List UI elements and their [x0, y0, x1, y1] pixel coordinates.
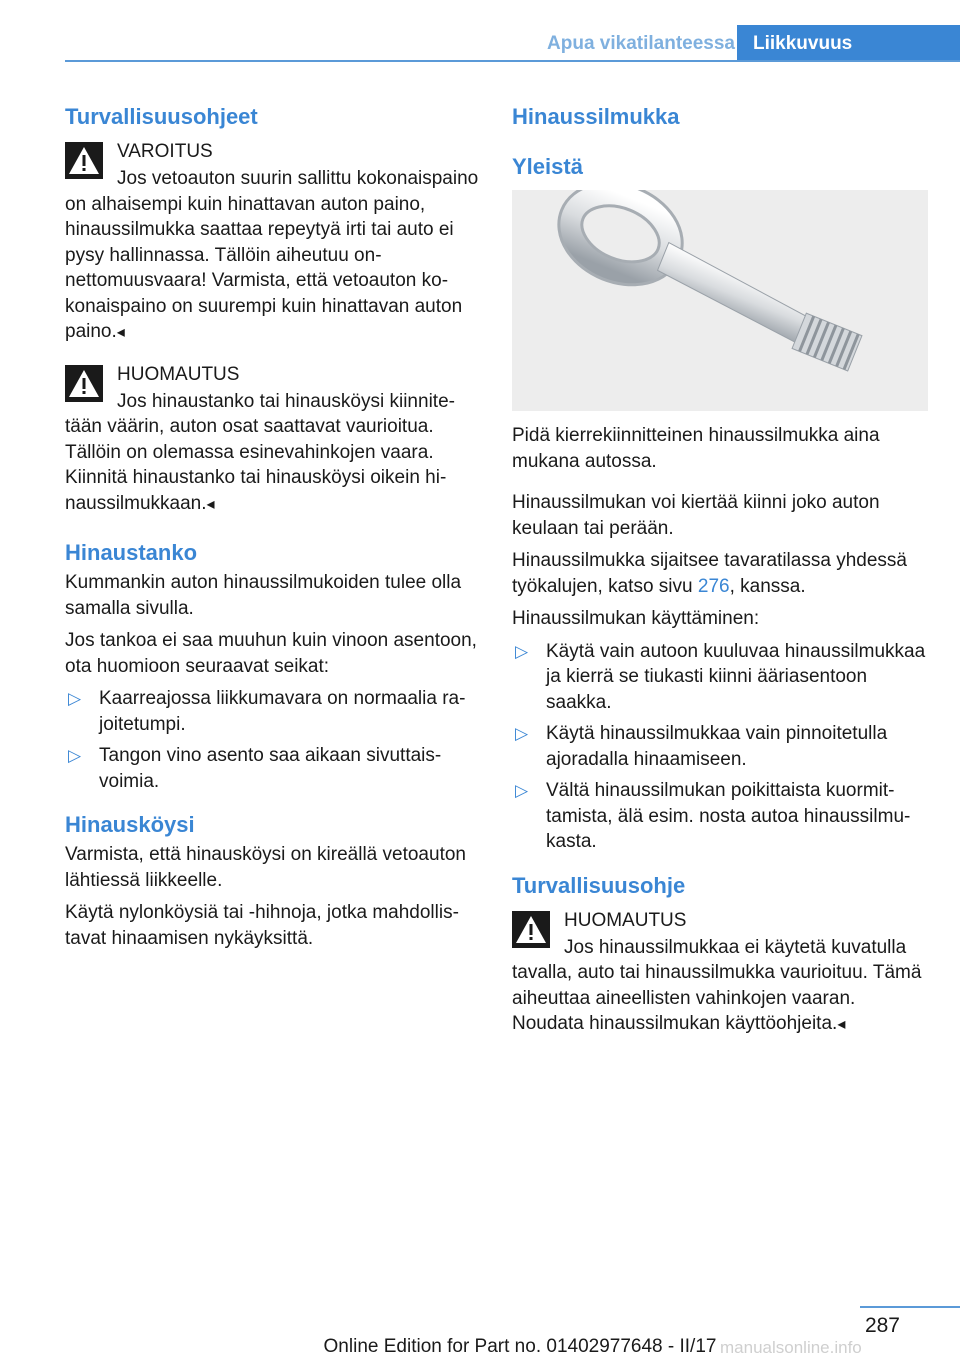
list-item-text: Tangon vino asento saa aikaan sivuttaisvoimia. — [99, 745, 442, 792]
usage-list — [512, 639, 928, 855]
list-item — [65, 743, 480, 794]
warning-text: Jos vetoauton suurin sallittu kokonaispaino on alhaisempi kuin hinattavan auton paino, hinaussilmukka saattaa repeytyä irti tai auto ei pysy hallinnassa. Tällöin aiheutuu onnettomuusvaara! Varmista, että vetoauton kokonaispaino on suurempi kuin hinattavan auton paino. — [65, 168, 479, 342]
notice-block — [512, 907, 928, 1037]
list-item-text: Kaarreajossa liikkumavara on normaalia rajoitetumpi. — [99, 688, 466, 735]
general-paragraph: Pidä kierrekiinnitteinen hinaussilmukka aina mukana autossa. — [512, 425, 880, 472]
notice-text: Jos hinaussilmukkaa ei käytetä kuvatulla tavalla, auto tai hinaussilmukka vaurioituu. Tämä aiheuttaa aineellisten vahinkojen vaaran. Noudata hinaussilmukan käyttöohjeita. — [512, 936, 922, 1034]
list-item-text: Vältä hinaussilmukan poikittaista kuormittamista, älä esim. nosta autoa hinaussilmukasta. — [546, 780, 911, 852]
bullet-arrow-icon: ▷ — [515, 724, 529, 743]
bullet-arrow-icon: ▷ — [68, 746, 82, 765]
warning-label: VAROITUS — [117, 141, 213, 162]
bullet-arrow-icon: ▷ — [515, 641, 529, 661]
tow-rope-paragraph: Käytä nylonköysiä tai -hihnoja, jotka mahdollistavat hinaamisen nykäyksittä. — [65, 902, 459, 949]
warning-icon — [512, 911, 550, 948]
safety-note-heading: Turvallisuusohje — [512, 872, 686, 898]
list-item — [512, 721, 928, 772]
location-text-end: , kanssa. — [729, 575, 806, 597]
tow-bar-paragraph: Jos tankoa ei saa muuhun kuin vinoon asentoon, ota huomioon seuraavat seikat: — [65, 630, 477, 677]
tow-bar-heading: Hinaustanko — [65, 540, 198, 565]
tow-rope-heading: Hinausköysi — [65, 812, 195, 837]
list-item — [65, 686, 480, 737]
list-item — [512, 639, 928, 716]
warning-icon — [65, 365, 103, 402]
list-item-text: Käytä hinaussilmukkaa vain pinnoitetulla ajoradalla hinaamiseen. — [546, 723, 888, 770]
bullet-arrow-icon: ▷ — [68, 689, 82, 708]
end-mark: ◂ — [206, 495, 215, 513]
warning-icon — [65, 142, 103, 179]
notice-text: Jos hinaustanko tai hinausköysi kiinnitetään väärin, auton osat saattavat vaurioitua. Tällöin on olemassa esinevahinkojen vaara. Kiinnitä hinaustanko tai hinausköysi oikein hinaussilmukkaan. — [65, 390, 455, 514]
list-item-text: Käytä vain autoon kuuluvaa hinaussilmukkaa ja kierrä se tiukasti kiinni ääriasentoon saakka. — [546, 640, 926, 713]
tow-rope-paragraph: Varmista, että hinausköysi on kireällä vetoauton lähtiessä liikkeelle. — [65, 844, 466, 891]
usage-intro: Hinaussilmukan käyttäminen: — [512, 608, 760, 629]
page-number: 287 — [864, 1314, 900, 1337]
end-mark: ◂ — [837, 1016, 846, 1033]
warning-block — [65, 138, 480, 345]
notice-label: HUOMAUTUS — [564, 909, 687, 931]
right-column — [512, 100, 928, 1051]
towing-eye-illustration — [512, 190, 928, 411]
header-chapter-tab: Liikkuvuus — [737, 25, 960, 62]
tow-bar-paragraph: Kummankin auton hinaussilmukoiden tulee olla samalla sivulla. — [65, 572, 462, 619]
footer-edition: Online Edition for Part no. 01402977648 - II/17 — [323, 1336, 717, 1357]
location-paragraph — [512, 548, 928, 599]
watermark: manualsonline.info — [720, 1338, 862, 1357]
safety-heading: Turvallisuusohjeet — [65, 104, 258, 129]
towing-eye-heading: Hinaussilmukka — [512, 104, 680, 129]
general-subheading: Yleistä — [512, 154, 583, 179]
notice-label: HUOMAUTUS — [117, 363, 240, 385]
tow-bar-list — [65, 686, 480, 794]
general-paragraph: Hinaussilmukan voi kiertää kiinni joko auton keulaan tai perään. — [512, 492, 880, 539]
notice-block — [65, 361, 480, 517]
header-section-title: Apua vikatilanteessa — [547, 33, 735, 54]
bullet-arrow-icon: ▷ — [515, 781, 529, 800]
end-mark: ◂ — [116, 324, 125, 341]
left-column — [65, 100, 480, 958]
location-text: Hinaussilmukka sijaitsee tavaratilassa yhdessä työkalujen, katso sivu — [512, 550, 907, 597]
page-link-276[interactable]: 276 — [697, 575, 730, 597]
page-number-rule — [860, 1306, 960, 1308]
list-item — [512, 778, 928, 855]
header-rule — [65, 60, 960, 62]
